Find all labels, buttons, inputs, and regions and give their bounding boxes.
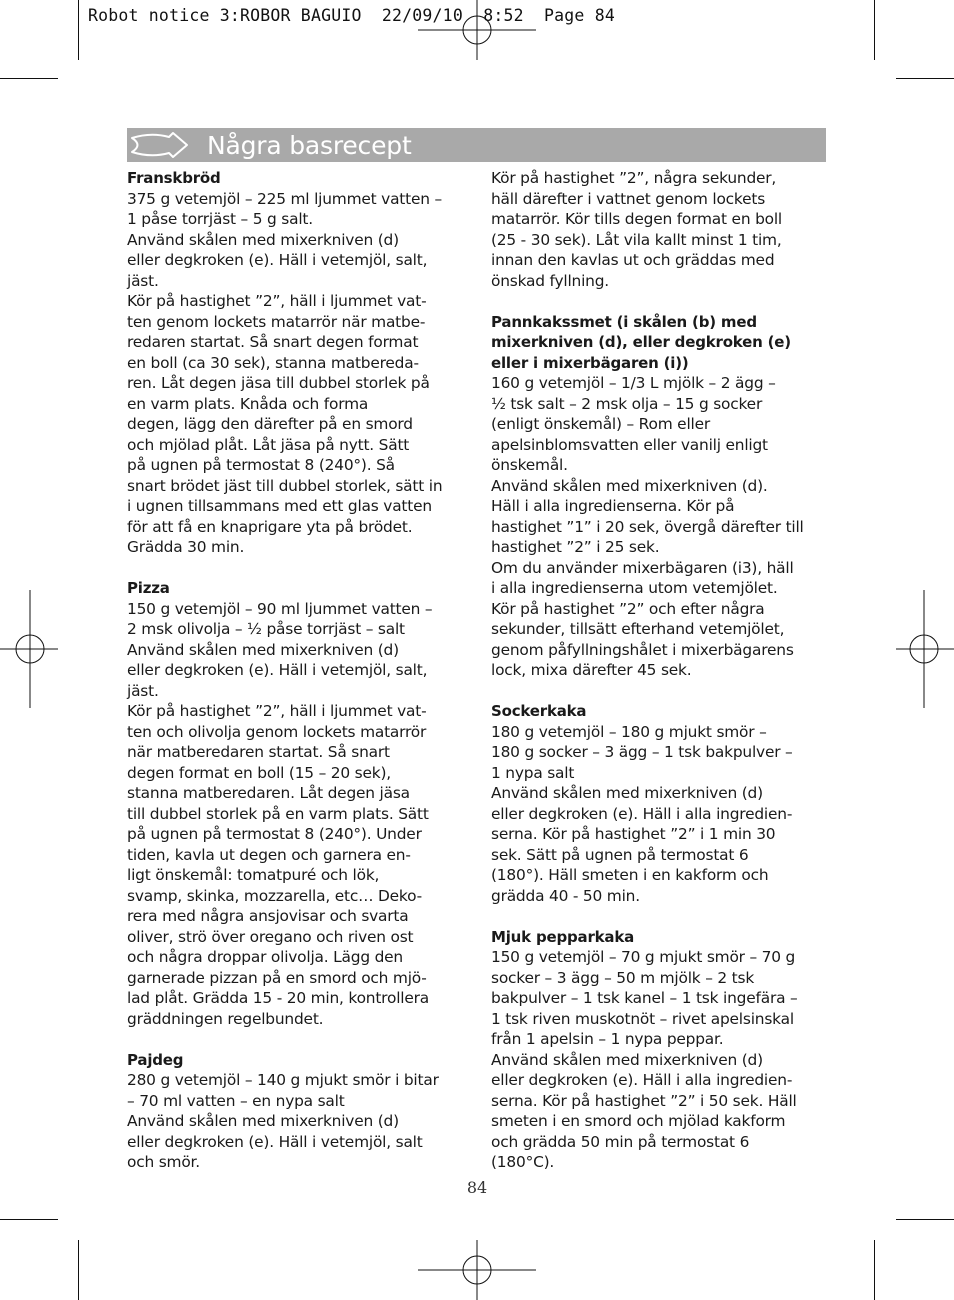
text-line: häll därefter i vattnet genom lockets [491, 189, 766, 208]
text-line: Grädda 30 min. [127, 538, 245, 556]
printer-slug: Robot notice 3:ROBOR BAGUIO 22/09/10 8:52 Page 84 [88, 6, 615, 25]
text-line: Kör på hastighet ”2” och efter några [491, 599, 765, 618]
text-line: hastighet ”2” i 25 sek. [491, 538, 660, 556]
text-line: och smör. [127, 1153, 200, 1171]
text-line: (25 - 30 sek). Låt vila kallt minst 1 tim, [491, 230, 782, 249]
text-line: tiden, kavla ut degen och garnera en- [127, 845, 411, 864]
text-line: smeten i en smord och mjölad kakform [491, 1112, 786, 1130]
text-line: önskad fyllning. [491, 271, 609, 290]
text-line: 1 påse torrjäst – 5 g salt. [127, 210, 313, 228]
text-line: eller degkroken (e). Häll i alla ingredien- [491, 804, 793, 823]
text-line: Använd skålen med mixerkniven (d). [491, 476, 768, 495]
recipe-heading: Mjuk pepparkaka [491, 927, 635, 946]
text-line [491, 906, 833, 927]
text-line: Kör på hastighet ”2”, häll i ljummet vat- [127, 702, 427, 720]
text-line: ligt önskemål: tomatpuré och lök, [127, 866, 380, 884]
left-column [127, 168, 465, 1173]
text-line: gräddningen regelbundet. [127, 1009, 324, 1028]
registration-mark-icon [418, 0, 536, 60]
recipe-heading: eller i mixerbägaren (i)) [491, 353, 689, 372]
text-line: degen format en boll (15 – 20 sek), [127, 763, 391, 782]
text-line: eller degkroken (e). Häll i alla ingredien- [491, 1071, 793, 1089]
text-line: lad plåt. Grädda 15 - 20 min, kontrollera [127, 989, 429, 1007]
text-line: – 70 ml vatten – en nypa salt [127, 1091, 345, 1110]
text-line: Kör på hastighet ”2”, häll i ljummet vat- [127, 292, 427, 310]
text-line: och några droppar olivolja. Lägg den [127, 948, 403, 966]
text-line: Häll i alla ingredienserna. Kör på [491, 497, 735, 515]
text-line: lock, mixa därefter 45 sek. [491, 661, 692, 679]
text-line: Kör på hastighet ”2”, några sekunder, [491, 169, 777, 187]
crop-mark [896, 78, 954, 79]
crop-mark [78, 0, 79, 60]
text-line: socker – 3 ägg – 50 m mjölk – 2 tsk [491, 968, 755, 987]
text-line: 160 g vetemjöl – 1/3 L mjölk – 2 ägg – [491, 374, 776, 392]
text-line: eller degkroken (e). Häll i vetemjöl, salt, [127, 661, 428, 679]
recipe-heading: Sockerkaka [491, 702, 587, 720]
text-line: degen, lägg den därefter på en smord [127, 415, 413, 433]
text-line: Använd skålen med mixerkniven (d) [127, 1112, 399, 1130]
text-line: 2 msk olivolja – ½ påse torrjäst – salt [127, 620, 405, 638]
text-line: (180°C). [491, 1153, 555, 1171]
text-line: serna. Kör på hastighet ”2” i 50 sek. Häll [491, 1091, 797, 1110]
arrow-right-icon [129, 129, 191, 161]
text-line: och grädda 50 min på termostat 6 [491, 1132, 750, 1151]
registration-mark-icon [0, 590, 58, 708]
text-line: 150 g vetemjöl – 90 ml ljummet vatten – [127, 599, 433, 618]
text-line: sek. Sätt på ugnen på termostat 6 [491, 845, 749, 864]
text-line: (180°). Häll smeten i en kakform och [491, 866, 769, 884]
text-line: när matberedaren startat. Så snart [127, 743, 390, 761]
crop-mark [896, 1219, 954, 1220]
text-line: ten och olivolja genom lockets matarrör [127, 722, 427, 741]
text-line: till dubbel storlek på en varm plats. Sätt [127, 804, 429, 823]
text-line: innan den kavlas ut och gräddas med [491, 251, 775, 269]
text-line: bakpulver – 1 tsk kanel – 1 tsk ingefära – [491, 989, 798, 1007]
text-line: Använd skålen med mixerkniven (d) [127, 230, 399, 249]
text-line: ren. Låt degen jäsa till dubbel storlek på [127, 374, 430, 392]
registration-mark-icon [896, 590, 954, 708]
text-line [127, 1029, 465, 1050]
recipe-heading: mixerkniven (d), eller degkroken (e) [491, 333, 791, 351]
text-line: önskemål. [491, 456, 568, 474]
text-line: stanna matberedaren. Låt degen jäsa [127, 784, 410, 802]
text-line: i ugnen tillsammans med ett glas vatten [127, 497, 432, 515]
crop-mark [874, 1240, 875, 1300]
crop-mark [874, 0, 875, 60]
text-line: från 1 apelsin – 1 nypa peppar. [491, 1030, 724, 1048]
text-line: sekunder, tillsätt efterhand vetemjölet, [491, 620, 785, 638]
text-line: redaren startat. Så snart degen format [127, 333, 419, 351]
text-line: 375 g vetemjöl – 225 ml ljummet vatten – [127, 189, 442, 208]
text-line: Använd skålen med mixerkniven (d) [491, 1050, 763, 1069]
text-line: Använd skålen med mixerkniven (d) [127, 640, 399, 659]
page-title: Några basrecept [207, 131, 412, 160]
text-line: på ugnen på termostat 8 (240°). Under [127, 825, 422, 843]
text-line: en boll (ca 30 sek), stanna matbereda- [127, 353, 419, 372]
text-line: 1 nypa salt [491, 763, 575, 782]
text-line: (enligt önskemål) – Rom eller [491, 415, 711, 433]
text-line: ten genom lockets matarrör när matbe- [127, 312, 426, 331]
recipe-heading: Pizza [127, 579, 170, 597]
text-line: snart brödet jäst till dubbel storlek, sätt in [127, 476, 443, 495]
crop-mark [78, 1240, 79, 1300]
text-line: Använd skålen med mixerkniven (d) [491, 784, 763, 802]
text-line: apelsinblomsvatten eller vanilj enligt [491, 435, 768, 454]
text-line: rera med några ansjovisar och svarta [127, 907, 409, 925]
text-line: 1 tsk riven muskotnöt – rivet apelsinskal [491, 1009, 794, 1028]
text-line: 180 g vetemjöl – 180 g mjukt smör – [491, 722, 767, 741]
text-line: jäst. [127, 271, 159, 290]
text-line: eller degkroken (e). Häll i vetemjöl, salt, [127, 251, 428, 269]
text-line: garnerade pizzan på en smord och mjö- [127, 968, 427, 987]
text-line: eller degkroken (e). Häll i vetemjöl, salt [127, 1132, 423, 1151]
text-line: ½ tsk salt – 2 msk olja – 15 g socker [491, 394, 763, 413]
recipe-heading: Pannkakssmet (i skålen (b) med [491, 312, 757, 331]
text-line [127, 558, 465, 579]
text-line: på ugnen på termostat 8 (240°). Så [127, 456, 395, 474]
text-line: och mjölad plåt. Låt jäsa på nytt. Sätt [127, 435, 410, 454]
text-line: 280 g vetemjöl – 140 g mjukt smör i bitar [127, 1071, 439, 1089]
text-line: genom påfyllningshålet i mixerbägarens [491, 640, 794, 659]
section-banner [127, 128, 826, 162]
text-line: 150 g vetemjöl – 70 g mjukt smör – 70 g [491, 948, 796, 966]
text-line: 180 g socker – 3 ägg – 1 tsk bakpulver – [491, 743, 793, 761]
crop-mark [0, 1219, 58, 1220]
registration-mark-icon [418, 1240, 536, 1300]
text-line: oliver, strö över oregano och riven ost [127, 927, 414, 946]
text-line: svamp, skinka, mozzarella, etc… Deko- [127, 886, 422, 905]
text-line: matarrör. Kör tills degen format en boll [491, 210, 783, 228]
text-line: Om du använder mixerbägaren (i3), häll [491, 558, 794, 577]
recipe-heading: Pajdeg [127, 1050, 184, 1069]
text-line [491, 681, 833, 702]
text-line [491, 291, 833, 312]
text-line: serna. Kör på hastighet ”2” i 1 min 30 [491, 825, 776, 843]
text-line: för att få en knaprigare yta på brödet. [127, 517, 413, 536]
text-line: grädda 40 - 50 min. [491, 886, 640, 905]
right-column [491, 168, 833, 1173]
text-line: i alla ingredienserna utom vetemjölet. [491, 579, 778, 597]
recipe-heading: Franskbröd [127, 169, 221, 187]
crop-mark [0, 78, 58, 79]
text-line: jäst. [127, 681, 159, 700]
text-line: hastighet ”1” i 20 sek, övergå därefter till [491, 517, 804, 536]
page-number: 84 [466, 1178, 488, 1197]
text-line: en varm plats. Knåda och forma [127, 394, 369, 413]
